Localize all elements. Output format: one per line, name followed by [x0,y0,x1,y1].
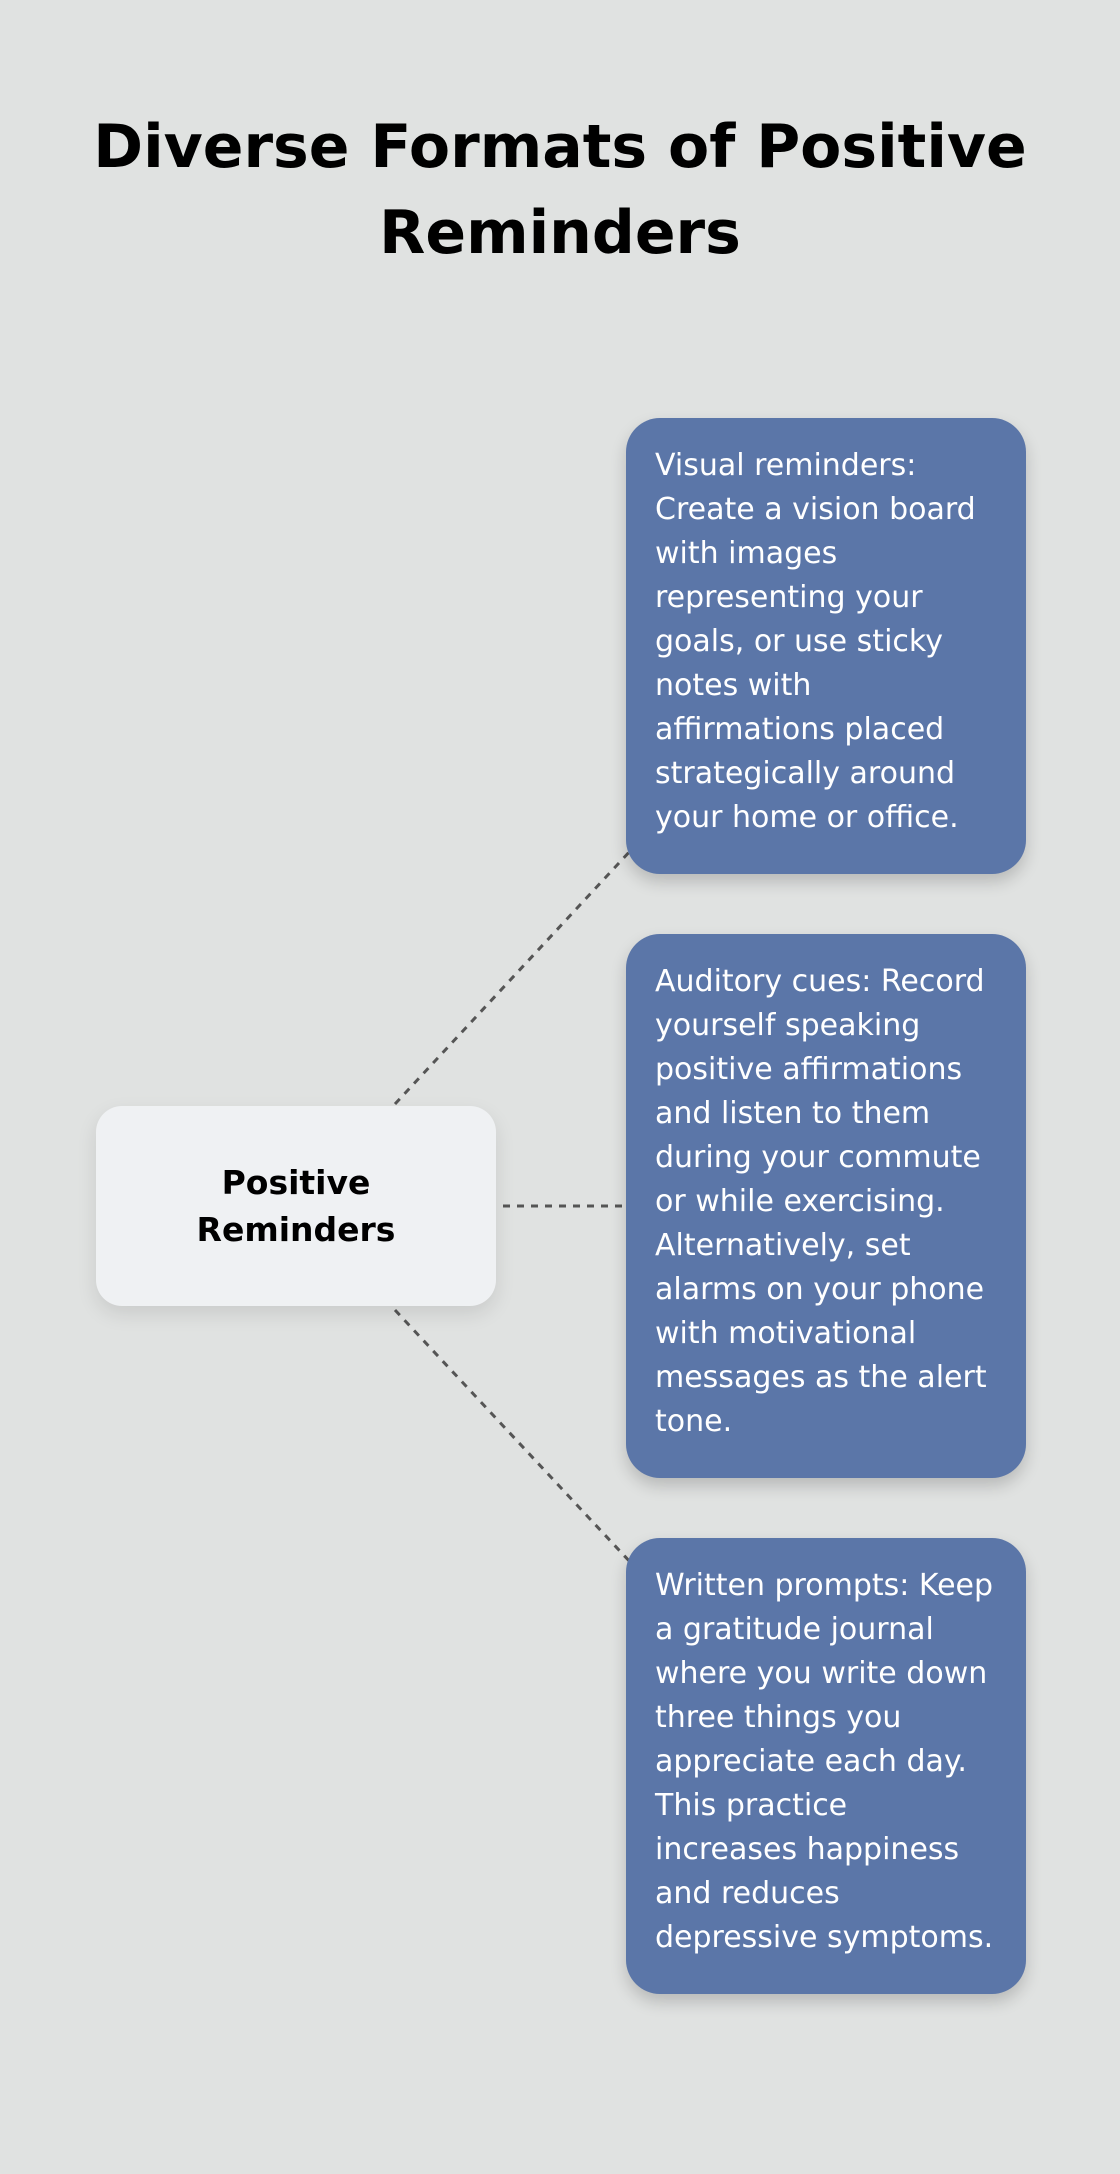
center-node-label: Positive Reminders [196,1163,396,1249]
branch-card-written-prompts [626,1538,1026,1994]
connector-to-written [395,1310,632,1564]
branch-text: Written prompts: Keep a gratitude journal where you write down three things you appreciate each day. This practice increases happiness and reduces depressive symptoms. [655,1568,994,1955]
branch-text: Auditory cues: Record yourself speaking positive affirmations and listen to them during your commute or while exercising. Alternatively, set alarms on your phone with motivational messages as the alert tone. [655,964,987,1439]
branch-card-visual-reminders [626,418,1026,874]
diagram-title: Diverse Formats of Positive Reminders [93,112,1027,268]
center-node [96,1106,496,1306]
branch-card-auditory-cues [626,934,1026,1478]
connector-to-visual [395,849,632,1104]
branch-text: Visual reminders: Create a vision board with images representing your goals, or use sticky notes with affirmations placed strategically around your home or office. [655,448,976,835]
